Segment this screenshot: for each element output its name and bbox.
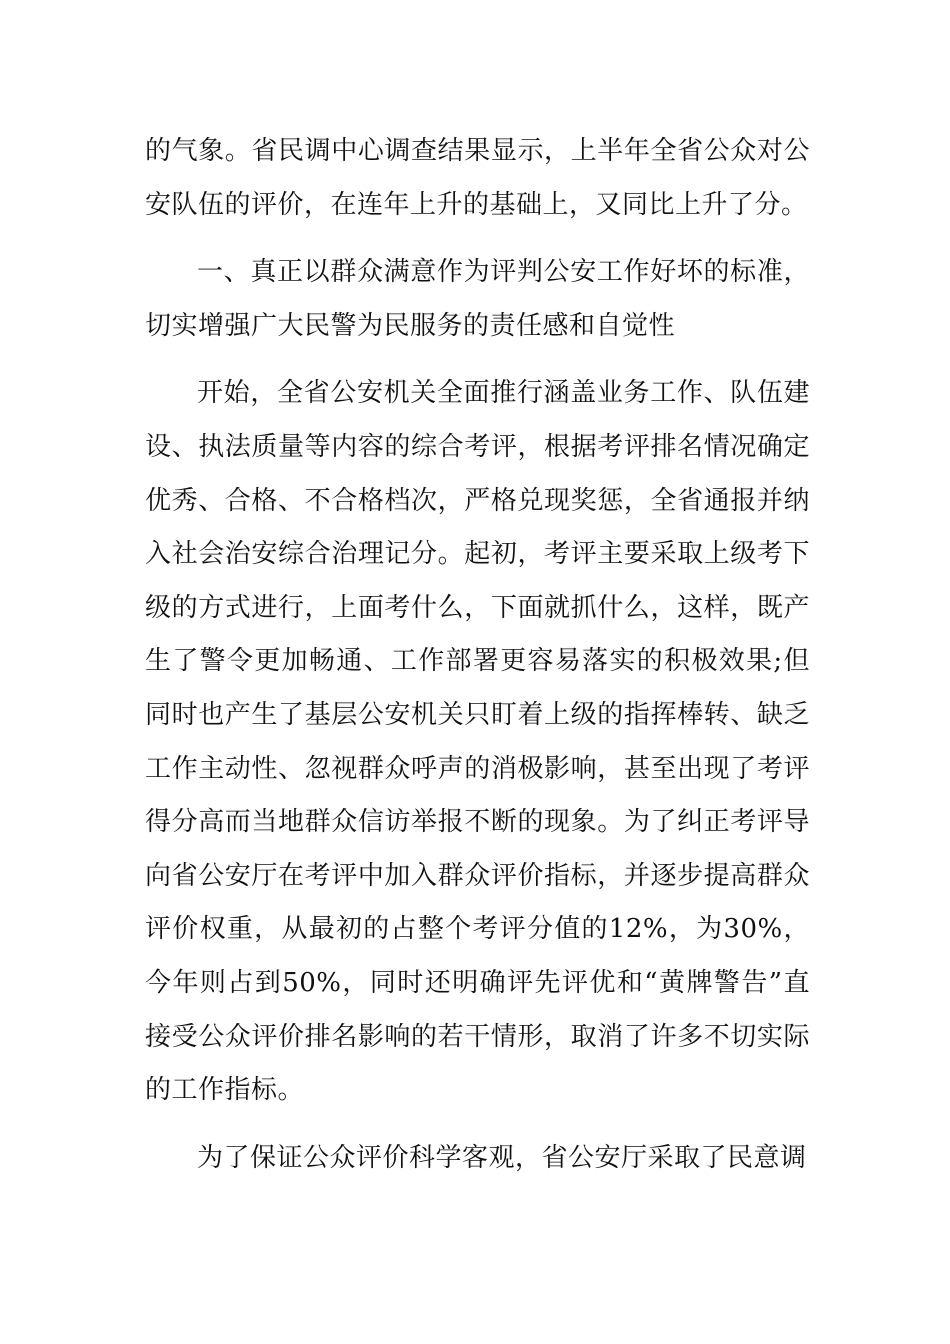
paragraph-public-evaluation: 为了保证公众评价科学客观，省公安厅采取了民意调 bbox=[197, 1142, 807, 1173]
section-heading: 一、真正以群众满意作为评判公安工作好坏的标准，切实增强广大民警为民服务的责任感和自觉性 bbox=[145, 257, 810, 341]
document-body bbox=[145, 125, 810, 1185]
paragraph-opening: 的气象。省民调中心调查结果显示，上半年全省公众对公安队伍的评价，在连年上升的基础上，又同比上升了分。 bbox=[145, 136, 810, 220]
paragraph-evaluation: 开始，全省公安机关全面推行涵盖业务工作、队伍建设、执法质量等内容的综合考评，根据考评排名情况确定优秀、合格、不合格档次，严格兑现奖惩，全省通报并纳入社会治安综合治理记分。起初，考评主要采取上级考下级的方式进行，上面考什么，下面就抓什么，这样，既产生了警令更加畅通、工作部署更容易落实的积极效果;但同时也产生了基层公安机关只盯着上级的指挥棒转、缺乏工作主动性、忽视群众呼声的消极影响，甚至出现了考评得分高而当地群众信访举报不断的现象。为了纠正考评导向省公安厅在考评中加入群众评价指标，并逐步提高群众评价权重，从最初的占整个考评分值的12%，为30%，今年则占到50%，同时还明确评先评优和“黄牌警告”直接受公众评价排名影响的若干情形，取消了许多不切实际的工作指标。 bbox=[145, 378, 810, 1106]
